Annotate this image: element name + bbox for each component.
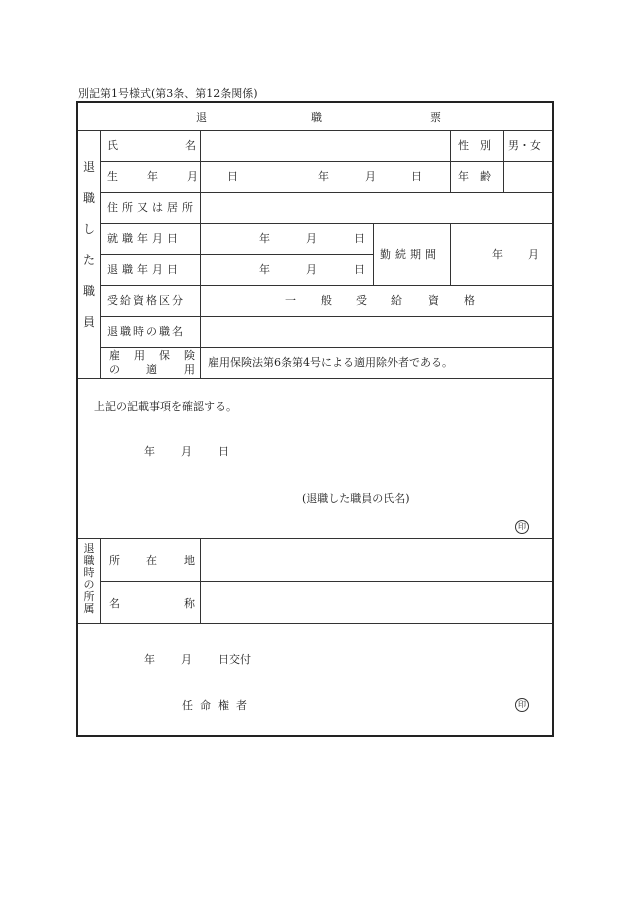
location-field[interactable]	[201, 539, 552, 581]
column-divider	[100, 538, 101, 623]
qualification-char: 資	[428, 294, 439, 307]
position-label: 退職時の職名	[107, 325, 185, 338]
age-label: 年 齢	[458, 170, 491, 183]
section-label-char: 退	[83, 542, 95, 555]
service-period-label: 勤続期間	[380, 248, 440, 261]
qualification-char: 受	[356, 294, 367, 307]
name-label-char-2: 名	[185, 139, 196, 152]
retire-month-unit: 月	[306, 263, 317, 276]
name-label-char-1: 氏	[107, 139, 118, 152]
issuance-month-unit: 月	[181, 653, 192, 666]
seal-icon: 印	[515, 520, 529, 534]
insurance-label-char: 保	[159, 349, 170, 362]
section-label-char: 員	[82, 315, 95, 329]
section-label-char: の	[83, 578, 95, 591]
column-divider	[503, 130, 504, 192]
insurance-label-char: 用	[184, 363, 195, 376]
location-label-char: 在	[146, 554, 157, 567]
confirmation-text: 上記の記載事項を確認する。	[94, 400, 237, 413]
retire-date-label: 退職年月日	[107, 263, 182, 276]
birth-year-unit: 年	[318, 170, 329, 183]
section-label-char: た	[82, 253, 95, 267]
insurance-note: 雇用保険法第6条第4号による適用除外者である。	[208, 356, 453, 369]
qualification-char: 格	[464, 294, 475, 307]
qualification-label: 受給資格区分	[107, 294, 185, 307]
insurance-label-char: 雇	[109, 349, 120, 362]
column-divider	[100, 130, 101, 378]
row-divider	[101, 347, 552, 348]
address-field[interactable]	[201, 193, 552, 223]
appointing-authority-label: 任命権者	[182, 699, 254, 712]
issuance-day-label: 日交付	[218, 653, 251, 666]
retire-year-unit: 年	[259, 263, 270, 276]
signer-name-label: (退職した職員の氏名)	[302, 492, 410, 505]
insurance-label-char: 険	[184, 349, 195, 362]
insurance-label-char: の	[109, 363, 120, 376]
hire-date-label: 就職年月日	[107, 232, 182, 245]
section-label-char: 職	[83, 554, 95, 567]
form-caption: 別記第1号様式(第3条、第12条関係)	[78, 87, 258, 100]
section-label-affiliation	[78, 543, 100, 614]
form-title-char-2: 職	[311, 111, 322, 124]
section-label-char: 職	[82, 284, 95, 298]
section-label-char: し	[82, 222, 95, 236]
affiliation-name-field[interactable]	[201, 582, 552, 623]
row-divider	[101, 161, 552, 162]
insurance-label-char: 用	[134, 349, 145, 362]
hire-month-unit: 月	[306, 232, 317, 245]
retire-day-unit: 日	[354, 263, 365, 276]
insurance-label-char: 適	[146, 363, 157, 376]
confirmation-year-unit: 年	[144, 445, 155, 458]
section-label-char: 退	[82, 160, 95, 174]
section-label-char: 所	[83, 590, 95, 603]
form-title-char-3: 票	[430, 111, 441, 124]
row-divider	[101, 254, 373, 255]
service-month-unit: 月	[528, 248, 539, 261]
confirmation-month-unit: 月	[181, 445, 192, 458]
column-divider	[450, 223, 451, 285]
birth-month-unit: 月	[365, 170, 376, 183]
section-label-char: 属	[83, 602, 95, 615]
retirement-slip-form	[76, 101, 554, 737]
column-divider	[450, 130, 451, 192]
location-label-char: 所	[109, 554, 120, 567]
form-title-char-1: 退	[196, 111, 207, 124]
gender-label: 性 別	[458, 139, 491, 152]
qualification-char: 一	[285, 294, 296, 307]
row-divider	[101, 223, 552, 224]
qualification-char: 給	[391, 294, 402, 307]
section-divider	[78, 378, 552, 379]
gender-options[interactable]: 男・女	[508, 139, 541, 152]
hire-day-unit: 日	[354, 232, 365, 245]
section-label-char: 職	[82, 191, 95, 205]
hire-year-unit: 年	[259, 232, 270, 245]
section-label-retired-employee	[78, 161, 100, 328]
service-year-unit: 年	[492, 248, 503, 261]
seal-icon: 印	[515, 698, 529, 712]
location-label-char: 地	[184, 554, 195, 567]
birth-day-unit: 日	[411, 170, 422, 183]
affiliation-name-label-char: 称	[184, 597, 195, 610]
issuance-year-unit: 年	[144, 653, 155, 666]
position-field[interactable]	[201, 317, 552, 347]
affiliation-name-label-char: 名	[109, 597, 120, 610]
birthdate-label: 生 年 月 日	[107, 170, 247, 183]
qualification-char: 般	[321, 294, 332, 307]
row-divider	[101, 285, 552, 286]
address-label: 住所又は居所	[107, 201, 197, 214]
section-label-char: 時	[83, 566, 95, 579]
name-field[interactable]	[201, 131, 450, 161]
section-divider	[78, 623, 552, 624]
column-divider	[373, 223, 374, 285]
confirmation-day-unit: 日	[218, 445, 229, 458]
